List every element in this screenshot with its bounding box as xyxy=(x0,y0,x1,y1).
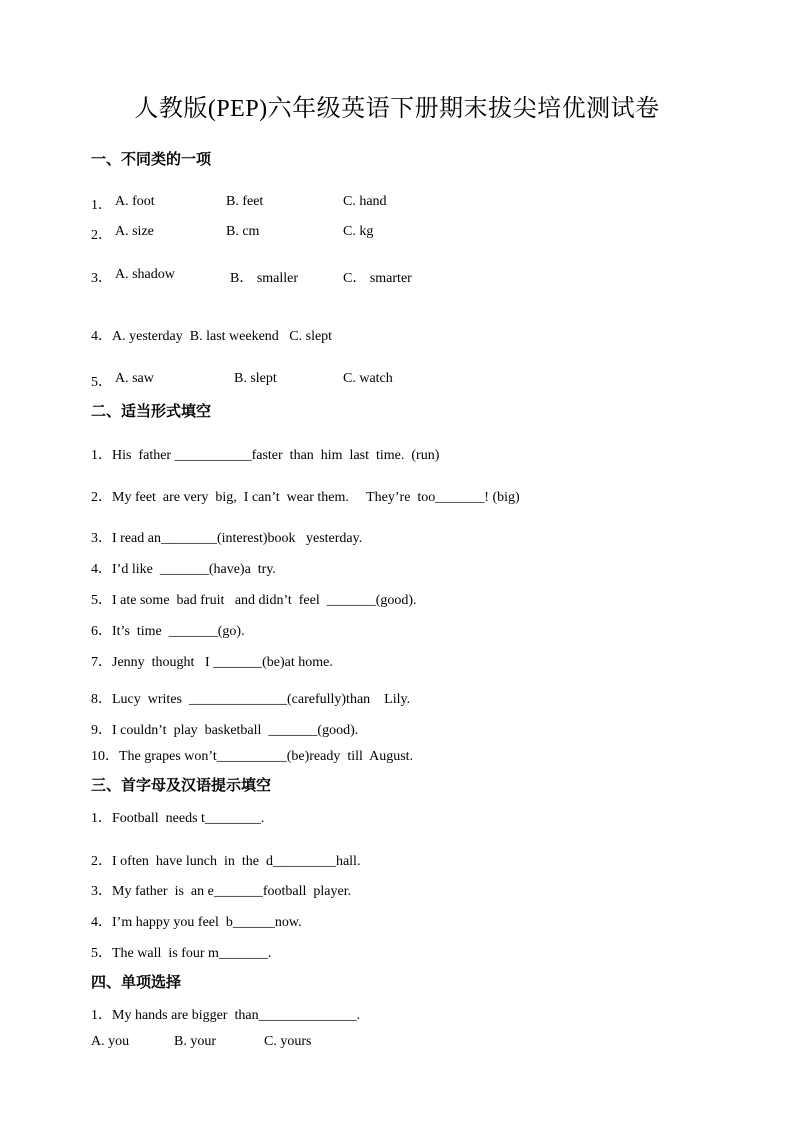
option-a: A. saw xyxy=(115,371,154,386)
option-c: C. hand xyxy=(343,194,387,209)
section-heading-2: 二、适当形式填空 xyxy=(91,402,212,420)
option-c: C. yours xyxy=(264,1034,312,1049)
option-c: C. kg xyxy=(343,224,374,239)
question-item: 3．I read an________(interest)book yesterday. xyxy=(91,531,363,546)
option-a: A. shadow xyxy=(115,267,175,282)
question-row: 4．A. yesterday B. last weekend C. slept xyxy=(91,329,333,344)
question-item: 6．It’s time _______(go). xyxy=(91,624,245,639)
question-item: 5．The wall is four m_______. xyxy=(91,946,272,961)
option-b: B. feet xyxy=(226,194,264,209)
question-item: 4．I’d like _______(have)a try. xyxy=(91,562,276,577)
question-item: 5．I ate some bad fruit and didn’t feel _______(good). xyxy=(91,593,417,608)
question-item: 1．His father ___________faster than him last time. (run) xyxy=(91,448,440,463)
page-title: 人教版(PEP)六年级英语下册期末拔尖培优测试卷 xyxy=(134,96,660,122)
question-item: 2．I often have lunch in the d_________hall. xyxy=(91,854,361,869)
question-item: 2．My feet are very big, I can’t wear them. They’re too_______! (big) xyxy=(91,490,520,505)
option-b: B. slept xyxy=(234,371,277,386)
section-heading-3: 三、首字母及汉语提示填空 xyxy=(91,776,272,794)
question-item: 3．My father is an e_______football player. xyxy=(91,884,352,899)
question-item: 7．Jenny thought I _______(be)at home. xyxy=(91,655,333,670)
question-item: 4．I’m happy you feel b______now. xyxy=(91,915,302,930)
option-b: B． smaller xyxy=(230,271,299,286)
question-number: 2． xyxy=(91,228,112,243)
question-item: 1．Football needs t________. xyxy=(91,811,265,826)
question-number: 3． xyxy=(91,271,112,286)
question-number: 5． xyxy=(91,375,112,390)
option-b: B. your xyxy=(174,1034,216,1049)
option-c: C. watch xyxy=(343,371,393,386)
option-a: A. foot xyxy=(115,194,155,209)
option-a: A. size xyxy=(115,224,154,239)
question-item: 9．I couldn’t play basketball _______(good). xyxy=(91,723,359,738)
option-c: C． smarter xyxy=(343,271,412,286)
section-heading-1: 一、不同类的一项 xyxy=(91,150,212,168)
question-item: 8．Lucy writes ______________(carefully)than Lily. xyxy=(91,692,411,707)
question-item: 1．My hands are bigger than______________. xyxy=(91,1008,361,1023)
question-item: 10．The grapes won’t__________(be)ready till August. xyxy=(91,749,414,764)
question-number: 1． xyxy=(91,198,112,213)
option-b: B. cm xyxy=(226,224,260,239)
section-heading-4: 四、单项选择 xyxy=(91,973,182,991)
option-a: A. you xyxy=(91,1034,130,1049)
